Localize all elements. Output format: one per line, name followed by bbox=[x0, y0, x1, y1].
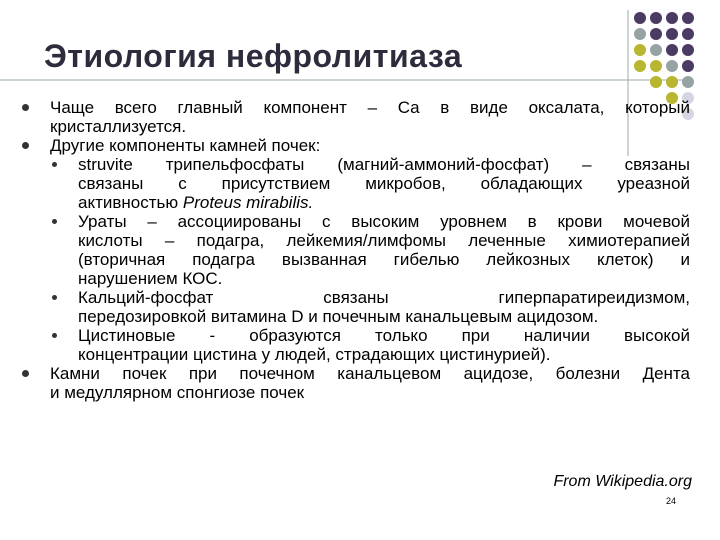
decorative-dot bbox=[682, 28, 694, 40]
bullet-icon bbox=[22, 142, 29, 149]
decorative-dot bbox=[634, 60, 646, 72]
bullet-icon bbox=[52, 162, 57, 167]
decorative-dot bbox=[666, 44, 678, 56]
decorative-dot bbox=[650, 28, 662, 40]
subbullet-cystine: Цистиновые - образуются только при наличии высокой концентрации цистина у людей, страдающих цистинурией). bbox=[18, 326, 690, 364]
decorative-dot bbox=[650, 44, 662, 56]
page-number: 24 bbox=[665, 496, 676, 506]
decorative-dot bbox=[650, 12, 662, 24]
bullet-tubular-acidosis: Камни почек при почечном канальцевом ацидозе, болезни Дента и медуллярном спонгиозе почек bbox=[18, 364, 690, 402]
bullet-other-components: Другие компоненты камней почек: bbox=[18, 136, 690, 155]
decorative-dot bbox=[666, 28, 678, 40]
decorative-dot bbox=[682, 12, 694, 24]
decorative-dot bbox=[650, 60, 662, 72]
bullet-main-component: Чаще всего главный компонент – Са в виде оксалата, который кристаллизуется. bbox=[18, 98, 690, 136]
decorative-dot bbox=[682, 60, 694, 72]
decorative-dot bbox=[666, 12, 678, 24]
decorative-dot bbox=[634, 44, 646, 56]
slide-title: Этиология нефролитиаза bbox=[44, 38, 463, 74]
decorative-dot bbox=[682, 44, 694, 56]
slide-body bbox=[18, 98, 690, 402]
bullet-icon bbox=[52, 219, 57, 224]
decorative-dot bbox=[634, 12, 646, 24]
source-credit: From Wikipedia.org bbox=[553, 473, 692, 490]
decorative-dot bbox=[634, 28, 646, 40]
subbullet-urates: Ураты – ассоциированы с высоким уровнем в крови мочевой кислоты – подагра, лейкемия/лимфомы леченные химиотерапией (вторичная подагра вызванная гибелью лейкозных клеток) и нарушением КОС. bbox=[18, 212, 690, 288]
decorative-dot bbox=[666, 60, 678, 72]
decorative-dot bbox=[666, 76, 678, 88]
bullet-icon bbox=[22, 370, 29, 377]
subbullet-struvite: struvite трипельфосфаты (магний-аммоний-фосфат) – связаны связаны с присутствием микробов, обладающих уреазной активностью Proteus mirabilis. bbox=[18, 155, 690, 212]
bullet-icon bbox=[52, 295, 57, 300]
decorative-dot bbox=[650, 76, 662, 88]
bullet-icon bbox=[52, 333, 57, 338]
subbullet-calcium-phosphate: Кальций-фосфат связаны гиперпаратиреидизмом, передозировкой витамина D и почечным канальцевым ацидозом. bbox=[18, 288, 690, 326]
decorative-dot bbox=[682, 76, 694, 88]
bullet-icon bbox=[22, 104, 29, 111]
